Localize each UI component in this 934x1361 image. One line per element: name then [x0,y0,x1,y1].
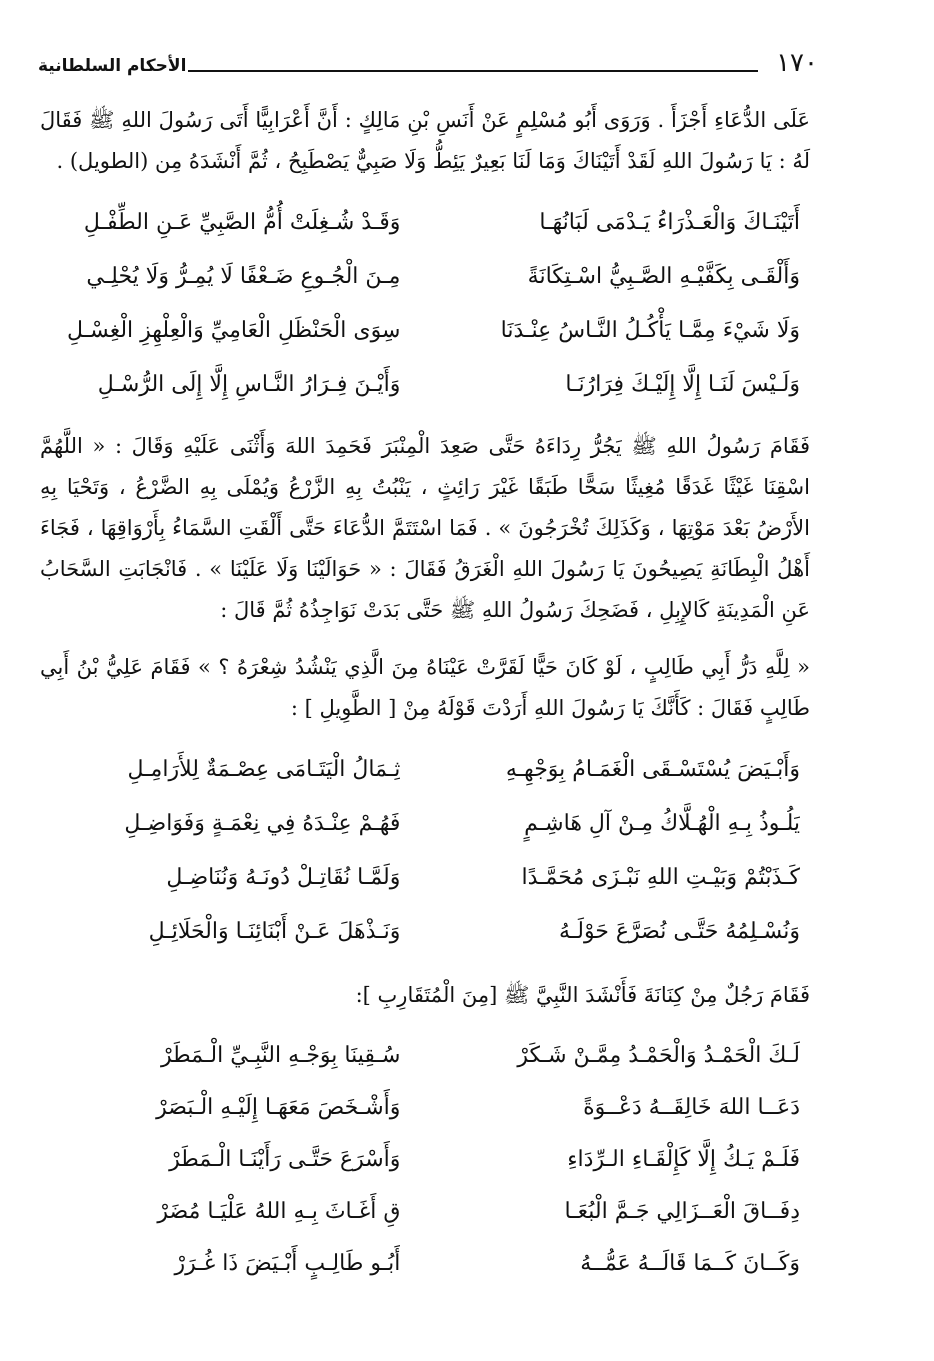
verse-second-hemistich: سِوَى الْحَنْظَلِ الْعَامِيِّ وَالْعِلْهِزِ الْغِسْـلِ [67,318,401,343]
paragraph-prayer: فَقَامَ رَسُولُ اللهِ ﷺ يَجُرُّ رِدَاءَهُ حَتَّى صَعِدَ الْمِنْبَرَ فَحَمِدَ اللهَ وَأَثْنَى عَلَيْهِ وَقَالَ : « اللَّهُمَّ اسْقِنَا غَيْثًا غَدَقًا مُغِيثًا سَحًّا طَبَقًا غَيْرَ رَائِثٍ ، يَنْبُتُ بِهِ الزَّرْعُ وَيُمْلَى بِهِ الضَّرْعُ ، وَتَحْيَا بِهِ الأَرْضُ بَعْدَ مَوْتِهَا ، وَكَذَلِكَ تُخْرَجُونَ » . فَمَا اسْتَتَمَّ الدُّعَاءَ حَتَّى أَلْقَتِ السَّمَاءُ بِأَرْوَاقِهَا ، فَجَاءَ أَهْلُ الْبِطَانَةِ يَصِيحُونَ يَا رَسُولَ اللهِ الْغَرَقُ فَقَالَ : « حَوَالَيْنَا وَلَا عَلَيْنَا » . فَانْجَابَتِ السَّحَابُ عَنِ الْمَدِينَةِ كَالإِبِلِ ، فَضَحِكَ رَسُولُ اللهِ ﷺ حَتَّى بَدَتْ نَوَاجِذُهُ ثُمَّ قَالَ : [40,434,810,622]
verse-second-hemistich: وَأَيْـنَ فِـرَارُ النَّـاسِ إِلَّا إِلَى الرُّسْـلِ [97,372,401,397]
verse-first-hemistich: فَلَـمْ يَـكُ إِلَّا كَإِلْقَـاءِ الـرِّدَاءِ [567,1147,800,1172]
verse-first-hemistich: وَلَـيْسَ لَنَـا إِلَّا إِلَيْـكَ فِرَارُنَـا [565,372,800,397]
verse [40,1238,810,1290]
verse [40,304,810,358]
header-rule [188,70,758,72]
verse-first-hemistich: دَعَــا اللهَ خَالِقَــهُ دَعْــوَةً [583,1095,800,1120]
verse [40,358,810,412]
verse-second-hemistich: أَبُـو طَالِـبٍ أَبْـيَضَ ذَا غُـرَرْ [174,1251,401,1276]
verse-second-hemistich: ثِـمَالُ الْيَتَـامَى عِصْـمَةٌ لِلأَرَامِـلِ [127,757,401,782]
paragraph-kinana: فَقَامَ رَجُلٌ مِنْ كِنَانَةَ فَأَنْشَدَ النَّبِيَّ ﷺ [مِنَ الْمُتَقَارِبِ ]: [355,983,810,1007]
running-title: الأحكام السلطانية [38,56,187,76]
verse-first-hemistich: وَأَلْقَـى بِكَفَّيْـهِ الصَّـبِيُّ اسْـتِكَانَةً [527,264,800,289]
page-number: ١٧٠ [776,48,818,78]
verse-first-hemistich: وَنُسْـلِمُهُ حَتَّـى نُصَرَّعَ حَوْلَـهُ [559,919,800,944]
verse [40,1134,810,1186]
verse-second-hemistich: قِ أَغَـاثَ بِـهِ اللهُ عَلْيَـا مُضَرْ [157,1199,401,1224]
verse [40,196,810,250]
paragraph-abu-talib: « لِلَّهِ دَرُّ أَبِي طَالِبٍ ، لَوْ كَانَ حَيًّا لَقَرَّتْ عَيْنَاهُ مِنَ الَّذِي يَنْشُدُ شِعْرَهُ ؟ » فَقَامَ عَلِيُّ بْنُ أَبِي طَالِبٍ فَقَالَ : كَأَنَّكَ يَا رَسُولَ اللهِ أَرَدْتَ قَوْلَهُ مِنْ [ الطَّوِيلِ ] : [40,655,810,720]
verse-first-hemistich: وَأَبْـيَضَ يُسْتَسْـقَى الْغَمَـامُ بِوَجْهِـهِ [505,757,800,782]
verse-second-hemistich: سُـقِينَا بِوَجْـهِ النَّبِـيِّ الْـمَطَرْ [161,1043,401,1068]
verse-second-hemistich: وَنَـذْهَلَ عَـنْ أَبْنَائِنَـا وَالْحَلَائِـلِ [148,919,401,944]
verse-first-hemistich: أَتَيْنَـاكَ وَالْعَـذْرَاءُ يَـدْمَى لَبَانُهَـا [539,210,800,235]
verse-first-hemistich: وَكَــانَ كَــمَا قَالَــهُ عَمُّــهُ [580,1251,800,1276]
verse [40,1030,810,1082]
verse-first-hemistich: كَـذَبْتُمْ وَبَيْـتِ اللهِ نَبْـزَى مُحَمَّـدًا [521,865,800,890]
verse-second-hemistich: وَقَـدْ شُـغِلَتْ أُمُّ الصَّبِيِّ عَـنِ الطِّفْـلِ [83,210,401,235]
poem-2 [40,743,810,959]
page-header [38,48,818,88]
paragraph-intro: عَلَى الدُّعَاءِ أَجْزَأَ . وَرَوَى أَبُو مُسْلِمٍ عَنْ أَنَسِ بْنِ مَالِكٍ : أَنَّ أَعْرَابِيًّا أَتَى رَسُولَ اللهِ ﷺ فَقَالَ لَهُ : يَا رَسُولَ اللهِ لَقَدْ أَتَيْنَاكَ وَمَا لَنَا بَعِيرٌ يَئِطُّ وَلَا صَبِيٌّ يَصْطَبِحُ ، ثُمَّ أَنْشَدَهُ مِن (الطويل) . [40,108,810,173]
poem-3 [40,1030,810,1290]
verse-first-hemistich: وَلَا شَيْءَ مِمَّـا يَأْكُـلُ النَّـاسُ عِنْـدَنَا [500,318,800,343]
verse-second-hemistich: مِـنَ الْجُـوعِ ضَـعْفًا لَا يُمِـرُّ وَلَا يُحْلِـي [86,264,401,289]
verse-first-hemistich: دِفَــاقَ الْعَــزَالِي جَـمَّ الْبُعَـا [564,1199,800,1224]
verse-first-hemistich: يَلُـوذُ بِـهِ الْهُـلَّاكُ مِـنْ آلِ هَاشِـمٍ [524,811,800,836]
verse-second-hemistich: وَأَسْرَعَ حَتَّـى رَأَيْنَـا الْـمَطَرْ [169,1147,401,1172]
verse [40,905,810,959]
verse-second-hemistich: وَأَشْـخَصَ مَعَهَـا إِلَيْـهِ الْـبَصَرْ [156,1095,401,1120]
poem-1 [40,196,810,412]
verse [40,851,810,905]
verse [40,1082,810,1134]
verse-second-hemistich: وَلَمَّـا نُقَاتِـلْ دُونَـهُ وَنُنَاضِـلِ [166,865,401,890]
page-body [40,100,810,1304]
verse [40,743,810,797]
verse-second-hemistich: فَهُـمْ عِنْـدَهُ فِي نِعْمَـةٍ وَفَوَاضِـلِ [124,811,401,836]
verse [40,250,810,304]
verse-first-hemistich: لَـكَ الْحَمْـدُ وَالْحَمْـدُ مِمَّـنْ شَـكَرْ [517,1043,800,1068]
verse [40,1186,810,1238]
verse [40,797,810,851]
